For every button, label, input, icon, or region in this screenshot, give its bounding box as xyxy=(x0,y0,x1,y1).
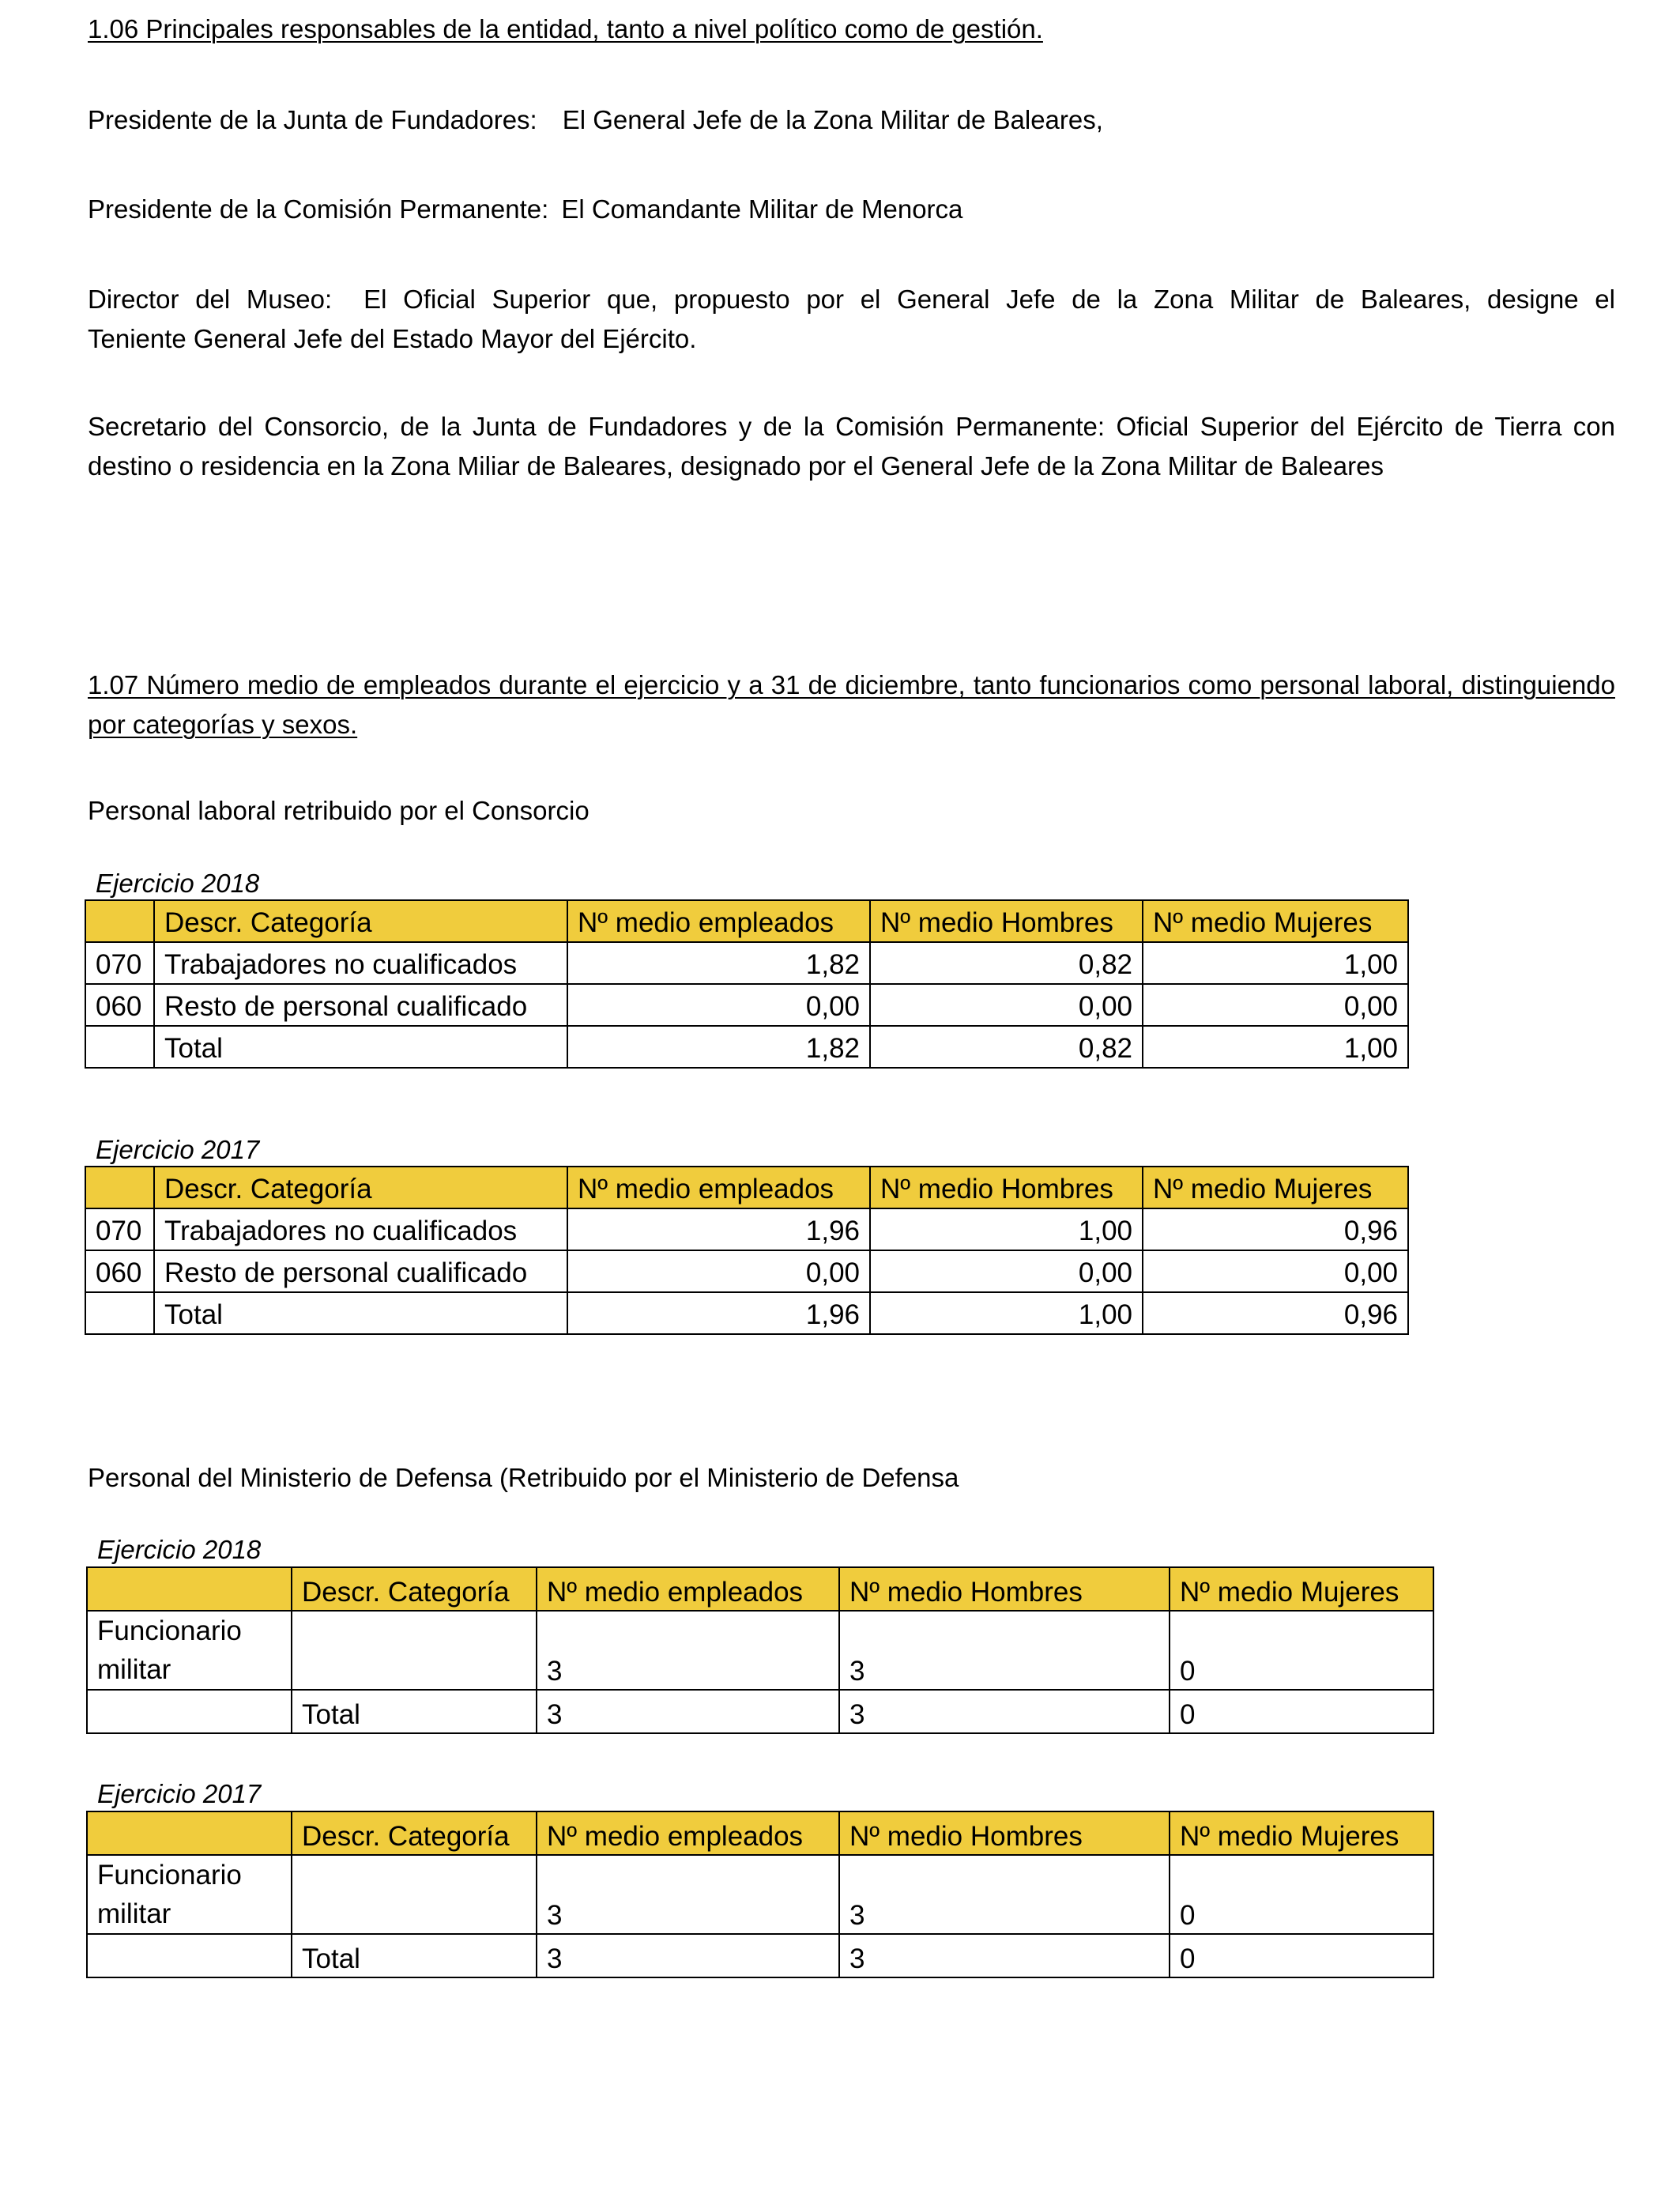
header-cell xyxy=(85,900,154,942)
presidente-comision-line xyxy=(88,190,1615,229)
table-row xyxy=(85,984,1408,1026)
category-group-cell xyxy=(87,1690,292,1733)
director-block xyxy=(88,280,1615,359)
header-cell: Nº medio Mujeres xyxy=(1170,1811,1433,1855)
value-cell: 3 xyxy=(537,1611,839,1690)
header-cell xyxy=(87,1567,292,1611)
table-header-row xyxy=(87,1811,1433,1855)
defensa-2018-table xyxy=(86,1566,1434,1734)
table-total-row xyxy=(85,1026,1408,1068)
laboral-2018-table xyxy=(85,899,1409,1069)
header-cell: Nº medio empleados xyxy=(537,1811,839,1855)
header-cell: Nº medio Hombres xyxy=(839,1567,1170,1611)
code-cell: 070 xyxy=(85,942,154,984)
value-cell: 0,00 xyxy=(567,1250,870,1292)
category-cell: Resto de personal cualificado xyxy=(154,984,567,1026)
header-cell: Nº medio empleados xyxy=(567,1167,870,1208)
laboral-2018-caption: Ejercicio 2018 xyxy=(96,869,260,898)
category-group-cell: Funcionario militar xyxy=(87,1611,292,1690)
value-cell: 0,00 xyxy=(1143,984,1408,1026)
presidente-junta-value: El General Jefe de la Zona Militar de Baleares, xyxy=(562,105,1103,134)
secretario-paragraph: Secretario del Consorcio, de la Junta de Fundadores y de la Comisión Permanente: Oficial Superior del Ejército de Tierra con destino o residencia en la Zona Miliar de Baleares, designado por el General Jefe de la Zona Militar de Baleares xyxy=(88,412,1615,481)
code-cell: 070 xyxy=(85,1208,154,1250)
code-cell xyxy=(85,1026,154,1068)
value-cell: 0 xyxy=(1170,1855,1433,1934)
defensa-2017-caption: Ejercicio 2017 xyxy=(97,1779,262,1808)
value-cell: 1,00 xyxy=(1143,942,1408,984)
value-cell: 3 xyxy=(839,1934,1170,1977)
value-cell: 3 xyxy=(839,1611,1170,1690)
value-cell: 0,00 xyxy=(1143,1250,1408,1292)
value-cell: 0,96 xyxy=(1143,1292,1408,1334)
defensa-title: Personal del Ministerio de Defensa (Retribuido por el Ministerio de Defensa xyxy=(88,1463,959,1492)
table-header-row xyxy=(85,900,1408,942)
header-cell xyxy=(87,1811,292,1855)
value-cell: 1,96 xyxy=(567,1208,870,1250)
category-cell xyxy=(292,1855,537,1934)
category-group-cell xyxy=(87,1934,292,1977)
director-value-1: El Oficial Superior que, propuesto por el General Jefe de la Zona Militar de Baleares, designe el xyxy=(363,285,1615,314)
value-cell: 1,82 xyxy=(567,1026,870,1068)
value-cell: 1,00 xyxy=(870,1208,1143,1250)
laboral-title: Personal laboral retribuido por el Consorcio xyxy=(88,796,590,825)
value-cell: 1,82 xyxy=(567,942,870,984)
value-cell: 0,82 xyxy=(870,1026,1143,1068)
director-label: Director del Museo: xyxy=(88,285,333,314)
header-cell: Descr. Categoría xyxy=(292,1567,537,1611)
category-cell: Total xyxy=(154,1026,567,1068)
presidente-junta-line xyxy=(88,100,1615,140)
value-cell: 3 xyxy=(537,1690,839,1733)
value-cell: 3 xyxy=(537,1934,839,1977)
header-cell: Descr. Categoría xyxy=(154,1167,567,1208)
header-cell: Nº medio Hombres xyxy=(870,900,1143,942)
value-cell: 1,00 xyxy=(870,1292,1143,1334)
table-total-row xyxy=(87,1690,1433,1733)
section-106-heading: 1.06 Principales responsables de la entidad, tanto a nivel político como de gestión. xyxy=(88,14,1043,43)
value-cell: 1,00 xyxy=(1143,1026,1408,1068)
value-cell: 3 xyxy=(839,1855,1170,1934)
director-line-2: Teniente General Jefe del Estado Mayor del Ejército. xyxy=(88,324,697,353)
value-cell: 0,00 xyxy=(870,984,1143,1026)
value-cell: 1,96 xyxy=(567,1292,870,1334)
presidente-comision-label: Presidente de la Comisión Permanente: xyxy=(88,194,549,224)
code-cell: 060 xyxy=(85,1250,154,1292)
category-cell: Resto de personal cualificado xyxy=(154,1250,567,1292)
value-cell: 0,96 xyxy=(1143,1208,1408,1250)
category-cell: Trabajadores no cualificados xyxy=(154,942,567,984)
laboral-2017-caption: Ejercicio 2017 xyxy=(96,1135,260,1164)
table-header-row xyxy=(85,1167,1408,1208)
section-107-heading: 1.07 Número medio de empleados durante el ejercicio y a 31 de diciembre, tanto funcionarios como personal laboral, distinguiendo por categorías y sexos. xyxy=(88,670,1615,739)
defensa-2017-table xyxy=(86,1811,1434,1978)
category-cell: Total xyxy=(292,1690,537,1733)
value-cell: 0,00 xyxy=(870,1250,1143,1292)
header-cell xyxy=(85,1167,154,1208)
table-header-row xyxy=(87,1567,1433,1611)
table-row xyxy=(85,942,1408,984)
header-cell: Descr. Categoría xyxy=(154,900,567,942)
value-cell: 3 xyxy=(537,1855,839,1934)
presidente-junta-label: Presidente de la Junta de Fundadores: xyxy=(88,105,537,134)
header-cell: Nº medio Mujeres xyxy=(1143,900,1408,942)
defensa-2018-caption: Ejercicio 2018 xyxy=(97,1535,262,1564)
category-cell xyxy=(292,1611,537,1690)
value-cell: 0,00 xyxy=(567,984,870,1026)
header-cell: Nº medio Mujeres xyxy=(1143,1167,1408,1208)
code-cell xyxy=(85,1292,154,1334)
header-cell: Nº medio empleados xyxy=(567,900,870,942)
category-cell: Trabajadores no cualificados xyxy=(154,1208,567,1250)
header-cell: Nº medio Hombres xyxy=(839,1811,1170,1855)
category-group-cell: Funcionario militar xyxy=(87,1855,292,1934)
table-row xyxy=(85,1208,1408,1250)
value-cell: 0 xyxy=(1170,1611,1433,1690)
table-row xyxy=(87,1855,1433,1934)
table-total-row xyxy=(85,1292,1408,1334)
director-line-1 xyxy=(88,280,1615,319)
table-total-row xyxy=(87,1934,1433,1977)
table-row xyxy=(87,1611,1433,1690)
value-cell: 3 xyxy=(839,1690,1170,1733)
category-cell: Total xyxy=(292,1934,537,1977)
code-cell: 060 xyxy=(85,984,154,1026)
header-cell: Descr. Categoría xyxy=(292,1811,537,1855)
value-cell: 0 xyxy=(1170,1690,1433,1733)
value-cell: 0,82 xyxy=(870,942,1143,984)
header-cell: Nº medio empleados xyxy=(537,1567,839,1611)
laboral-2017-table xyxy=(85,1166,1409,1335)
header-cell: Nº medio Hombres xyxy=(870,1167,1143,1208)
value-cell: 0 xyxy=(1170,1934,1433,1977)
table-row xyxy=(85,1250,1408,1292)
presidente-comision-value: El Comandante Militar de Menorca xyxy=(561,194,963,224)
header-cell: Nº medio Mujeres xyxy=(1170,1567,1433,1611)
category-cell: Total xyxy=(154,1292,567,1334)
